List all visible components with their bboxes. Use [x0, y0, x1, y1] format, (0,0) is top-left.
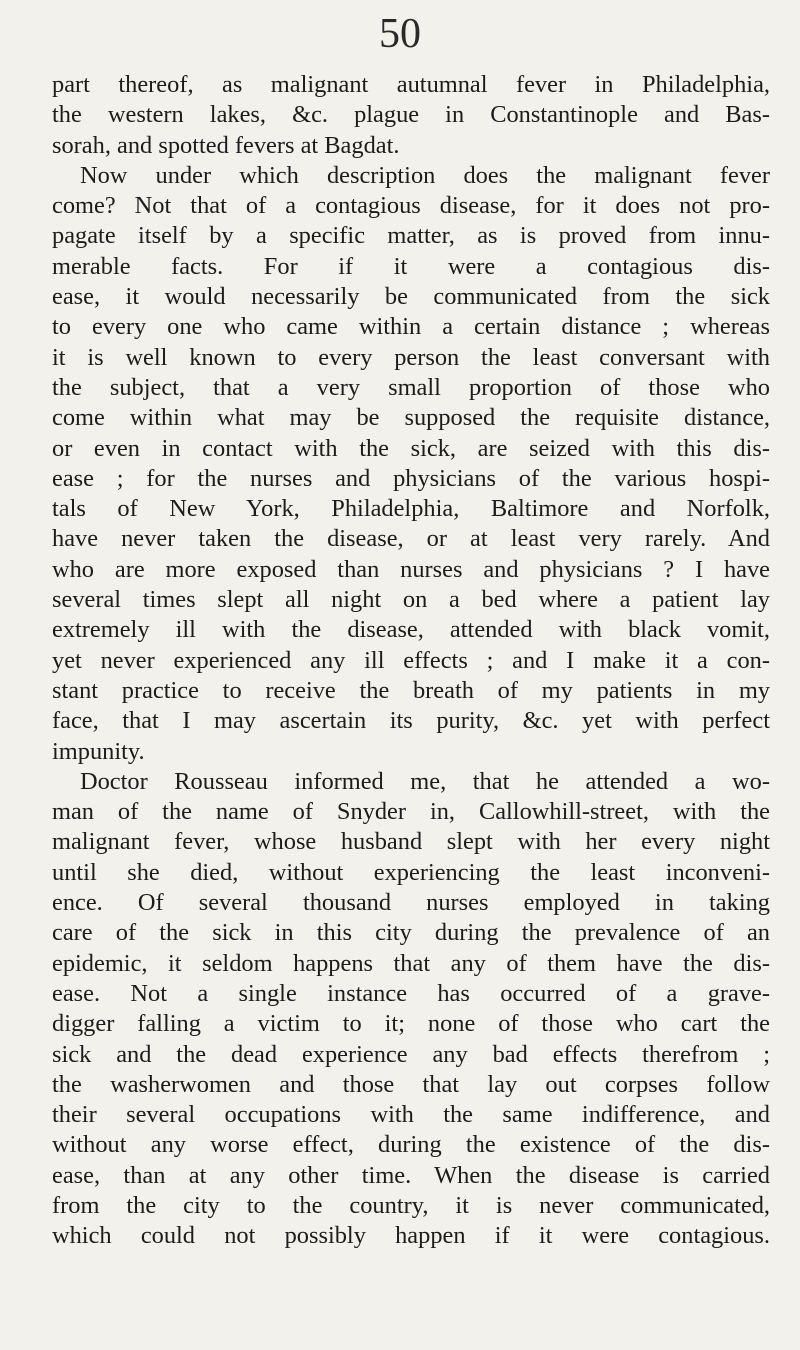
text-line: from the city to the country, it is never communicated,: [52, 1191, 770, 1219]
text-line: the subject, that a very small proportion of those who: [52, 373, 770, 401]
text-line: part thereof, as malignant autumnal fever in Philadelphia,: [52, 71, 770, 98]
text-line: face, that I may ascertain its purity, &c. yet with perfect: [52, 707, 770, 735]
text-line: man of the name of Snyder in, Callowhill-street, with the: [52, 798, 770, 826]
text-line: or even in contact with the sick, are seized with this dis-: [52, 434, 770, 462]
text-line: stant practice to receive the breath of my patients in my: [52, 676, 770, 704]
text-line: ease, than at any other time. When the disease is carried: [52, 1161, 770, 1189]
text-line: yet never experienced any ill effects ; and I make it a con-: [52, 646, 770, 674]
text-line: digger falling a victim to it; none of those who cart the: [52, 1010, 770, 1038]
text-line: who are more exposed than nurses and physicians ? I have: [52, 555, 770, 583]
text-line: come within what may be supposed the requisite distance,: [52, 404, 770, 432]
text-line: which could not possibly happen if it were contagious.: [52, 1222, 770, 1250]
text-line: ease ; for the nurses and physicians of the various hospi-: [52, 464, 770, 492]
text-line: ease, it would necessarily be communicated from the sick: [52, 283, 770, 311]
text-line: merable facts. For if it were a contagious dis-: [52, 252, 770, 280]
text-line: to every one who came within a certain distance ; whereas: [52, 313, 770, 341]
text-line: malignant fever, whose husband slept with her every night: [52, 828, 770, 856]
text-line: Now under which description does the malignant fever: [80, 161, 770, 189]
text-line: ease. Not a single instance has occurred of a grave-: [52, 979, 770, 1007]
text-line: without any worse effect, during the existence of the dis-: [52, 1131, 770, 1159]
text-line: sick and the dead experience any bad effects therefrom ;: [52, 1040, 770, 1068]
text-line: it is well known to every person the least conversant with: [52, 343, 770, 371]
text-line: several times slept all night on a bed where a patient lay: [52, 586, 770, 614]
text-line: Doctor Rousseau informed me, that he attended a wo-: [80, 767, 770, 795]
text-line: epidemic, it seldom happens that any of them have the dis-: [52, 949, 770, 977]
text-line: their several occupations with the same indifference, and: [52, 1101, 770, 1129]
text-line: have never taken the disease, or at least very rarely. And: [52, 525, 770, 553]
text-line: care of the sick in this city during the prevalence of an: [52, 919, 770, 947]
page-number: 50: [379, 11, 421, 57]
text-line: sorah, and spotted fevers at Bagdat.: [52, 131, 400, 159]
text-line: tals of New York, Philadelphia, Baltimore and Norfolk,: [52, 495, 770, 523]
text-line: come? Not that of a contagious disease, for it does not pro-: [52, 192, 770, 220]
page-body-text: [52, 70, 770, 1252]
text-line: extremely ill with the disease, attended with black vomit,: [52, 616, 770, 644]
text-line: the washerwomen and those that lay out corpses follow: [52, 1070, 770, 1098]
text-line: until she died, without experiencing the least inconveni-: [52, 858, 770, 886]
text-line: impunity.: [52, 737, 145, 765]
text-line: the western lakes, &c. plague in Constantinople and Bas-: [52, 101, 770, 129]
text-line: pagate itself by a specific matter, as is proved from innu-: [52, 222, 770, 250]
text-line: ence. Of several thousand nurses employed in taking: [52, 889, 770, 917]
